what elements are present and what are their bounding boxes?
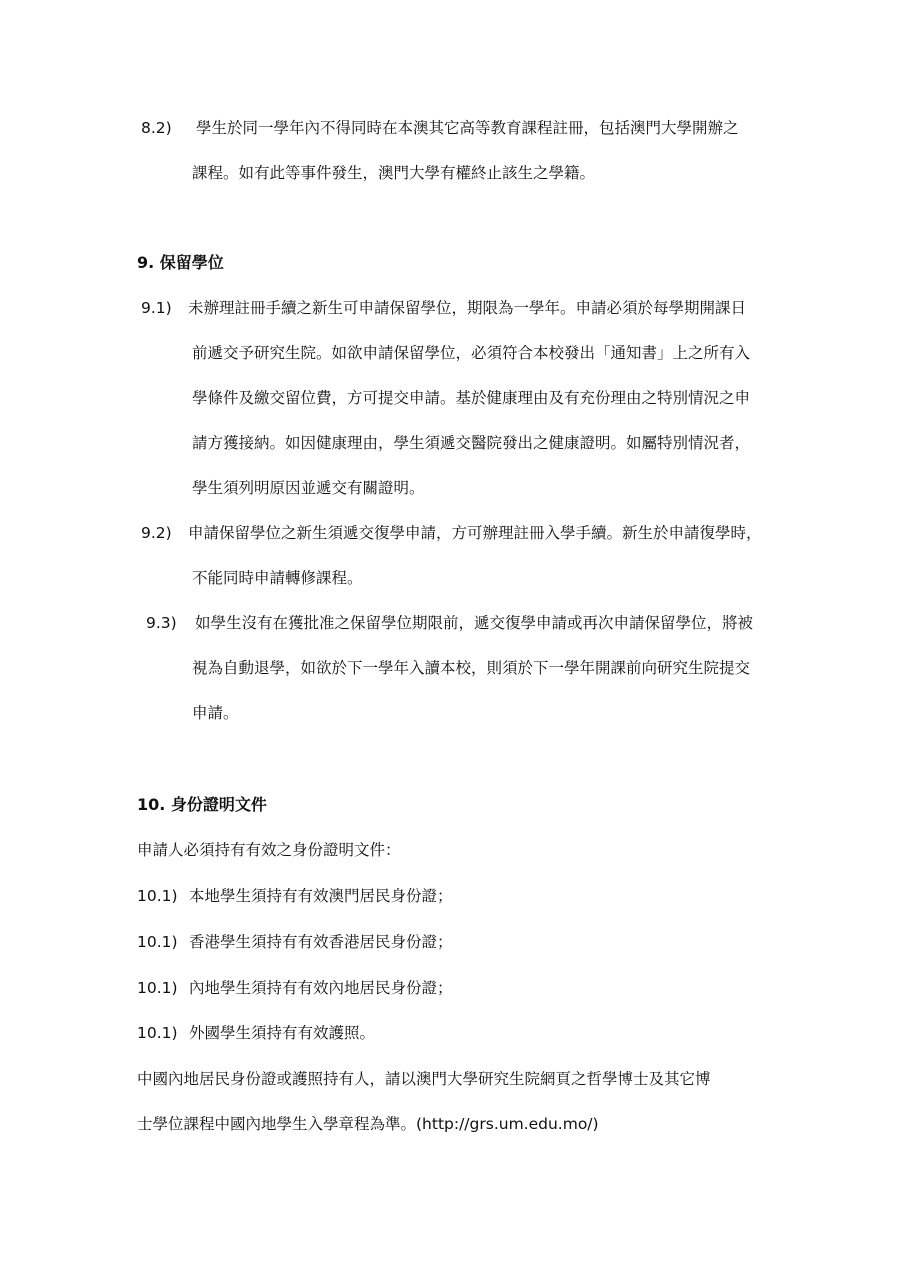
paragraph-text: 不能同時申請轉修課程。 <box>192 569 363 587</box>
paragraph-number: 9.1) <box>141 299 172 317</box>
item-number: 10.1) <box>137 1024 178 1042</box>
section-heading: 9. 保留學位 <box>137 253 224 272</box>
paragraph-number: 9.2) <box>141 524 172 542</box>
paragraph-number: 9.3) <box>146 614 177 632</box>
item-number: 10.1) <box>137 887 178 905</box>
section-heading: 10. 身份證明文件 <box>137 795 267 814</box>
paragraph-number: 8.2) <box>141 119 172 137</box>
paragraph-text: 申請保留學位之新生須遞交復學申請，方可辦理註冊入學手續。新生於申請復學時， <box>188 524 762 542</box>
item-number: 10.1) <box>137 933 178 951</box>
item-text: 內地學生須持有有效內地居民身份證； <box>189 979 453 997</box>
paragraph-text: 前遞交予研究生院。如欲申請保留學位，必須符合本校發出「通知書」上之所有入 <box>192 344 751 362</box>
paragraph-text: 課程。如有此等事件發生，澳門大學有權終止該生之學籍。 <box>192 164 596 182</box>
paragraph-text: 如學生沒有在獲批准之保留學位期限前，遞交復學申請或再次申請保留學位，將被 <box>195 614 754 632</box>
note-text: 中國內地居民身份證或護照持有人，請以澳門大學研究生院網頁之哲學博士及其它博 <box>137 1070 711 1088</box>
paragraph-text: 申請。 <box>192 704 239 722</box>
paragraph-text: 視為自動退學，如欲於下一學年入讀本校，則須於下一學年開課前向研究生院提交 <box>192 659 751 677</box>
item-number: 10.1) <box>137 979 178 997</box>
paragraph-text: 未辦理註冊手續之新生可申請保留學位，期限為一學年。申請必須於每學期開課日 <box>188 299 747 317</box>
item-text: 外國學生須持有有效護照。 <box>189 1024 376 1042</box>
paragraph-text: 學條件及繳交留位費，方可提交申請。基於健康理由及有充份理由之特別情況之申 <box>192 389 751 407</box>
intro-text: 申請人必須持有有效之身份證明文件： <box>137 841 401 859</box>
paragraph-text: 學生須列明原因並遞交有關證明。 <box>192 479 425 497</box>
paragraph-text: 請方獲接納。如因健康理由，學生須遞交醫院發出之健康證明。如屬特別情況者， <box>192 434 751 452</box>
paragraph-text: 學生於同一學年內不得同時在本澳其它高等教育課程註冊，包括澳門大學開辦之 <box>196 119 739 137</box>
item-text: 本地學生須持有有效澳門居民身份證； <box>189 887 453 905</box>
note-text: 士學位課程中國內地學生入學章程為準。(http://grs.um.edu.mo/) <box>137 1115 599 1133</box>
item-text: 香港學生須持有有效香港居民身份證； <box>189 933 453 951</box>
